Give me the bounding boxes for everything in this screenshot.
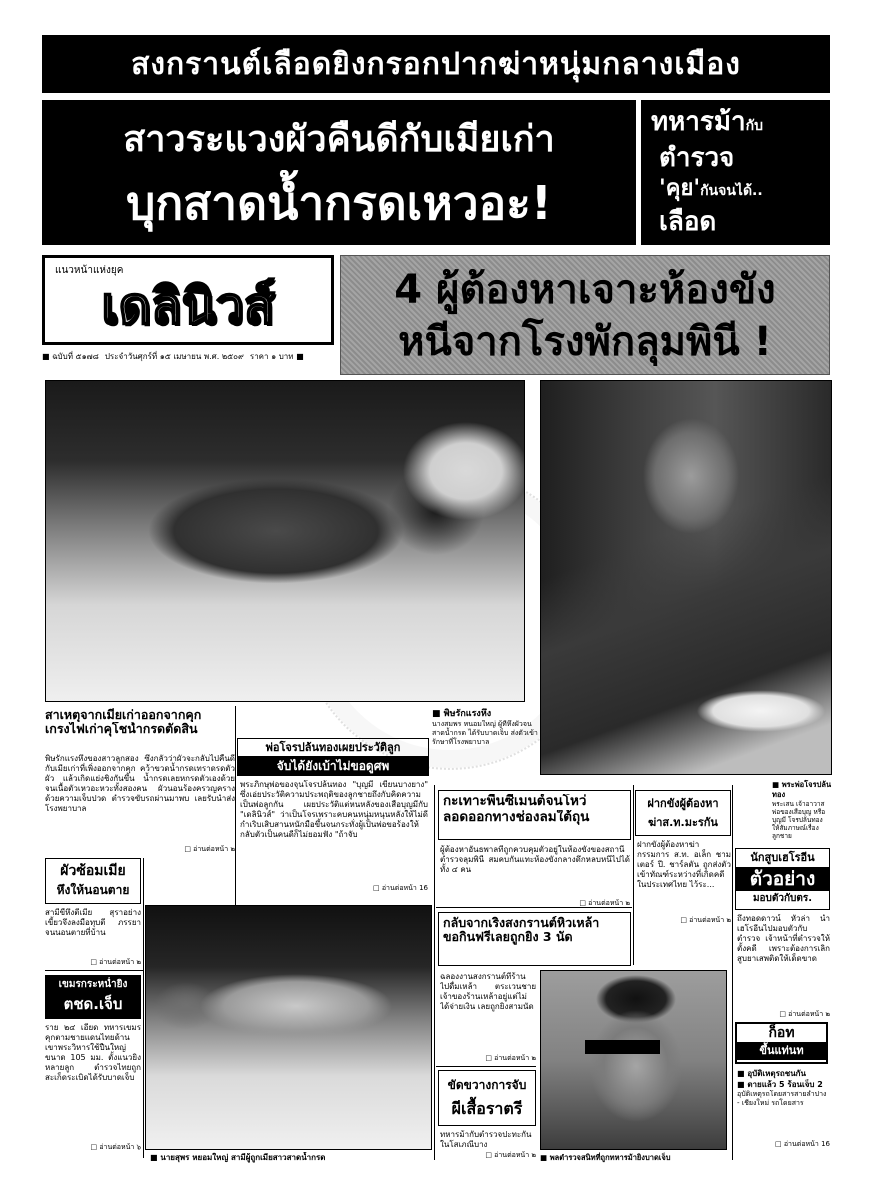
- songkran-story-headline-line2: ขอกินฟรีเลยถูกยิง 3 นัด: [443, 930, 573, 945]
- father-story-headline-line2: จับได้ยังเบ้าไม่ขอดูศพ: [237, 756, 429, 776]
- masthead-logo: เดลินิวส์: [101, 277, 275, 335]
- right-column-boxed-headline: [735, 1022, 828, 1064]
- acid-story-headline-line2: เกรงไฟเก่าคุโชน้ำกรดตัดสิน: [45, 722, 198, 737]
- side-headline-line1: [651, 106, 820, 142]
- brief-item-accident: ■ อุบัติเหตุรถชนกัน: [737, 1069, 806, 1078]
- father-story-jump: □ อ่านต่อหน้า 16: [373, 884, 428, 892]
- briefs-body: อุบัติเหตุรถโดยสารสายลำปาง - เชียงใหม่ รถโดยสาร: [737, 1090, 827, 1107]
- acid-story-body: พิษรักแรงหึงของสาวลูกสอง ซึ่งกลัวว่าผัวจะกลับไปคืนดีกับเมียเก่าที่เพิ่งออกจากคุก คว้าขวดน้ำกรดเทราดรดตัวผัว แล้วเกิดแย่งชิงกันขึ้น น้ำกรดเลยหกรดตัวเองด้วย จนเนื้อตัวเหวอะหวะทั้งสองคน ผัวนอนร้องครวญครางด้วยความเจ็บปวด ตำรวจขับรถผ่านมาพบ เลยรับนำส่งโรงพยาบาล: [45, 754, 235, 813]
- photo-husband-victim: [145, 905, 432, 1150]
- side-headline-quote: 'คุย': [659, 176, 701, 201]
- jailbreak-headline-box: [340, 255, 830, 375]
- side-headline-word: ทหารม้า: [651, 107, 746, 137]
- beating-story-jump: □ อ่านต่อหน้า ๒: [90, 958, 141, 966]
- side-headline-box: [641, 100, 830, 245]
- police-photo-caption: ■ พลตำรวจสนิทที่ถูกทหารม้ายิงบาดเจ็บ: [540, 1153, 671, 1162]
- songkran-story-jump: □ อ่านต่อหน้า ๒: [485, 1054, 536, 1062]
- issue-line: [42, 350, 334, 364]
- monk-caption: [772, 780, 832, 850]
- issue-price: ราคา ๑ บาท ■: [249, 352, 304, 361]
- obstruct-story-headline-line1: ขัดขวางการจับ: [447, 1078, 527, 1092]
- column-rule: [633, 785, 634, 965]
- remand-story-headline-line2: ฆ่าส.ท.มะรกัน: [648, 816, 718, 829]
- column-rule: [143, 858, 144, 1158]
- khmer-story-body: ราย ๒๔ เอียด ทหารเขมรคุกตามชายแดนไทยด้านเขาพระวิหารใช้ปืนใหญ่ขนาด 105 มม. ตั้งแนวยิงหลายลูก ตำรวจไทยถูกสะเก็ดระเบิดได้รับบาดเจ็บ: [45, 1023, 141, 1082]
- column-rule: [732, 785, 733, 1160]
- jailbreak-headline-line2: หนีจากโรงพักลุมพินี !: [398, 319, 772, 365]
- small-caption-body: นางสมพร หนอมใหญ่ ผู้ที่หึงผัวจนสาดน้ำกรด ได้รับบาดเจ็บ ส่งตัวเข้ารักษาที่โรงพยาบาล: [432, 720, 538, 746]
- escape-story-jump: □ อ่านต่อหน้า ๒: [579, 899, 630, 907]
- lead-headline-box: [42, 100, 636, 245]
- section-rule: [436, 1066, 536, 1067]
- briefs-jump: □ อ่านต่อหน้า 16: [775, 1140, 830, 1148]
- khmer-story-jump: □ อ่านต่อหน้า ๖: [90, 1143, 141, 1151]
- boxed-headline-line2: ขึ้นแท่นท: [737, 1042, 826, 1060]
- eye-censor-bar: [585, 1040, 660, 1054]
- victim-photo-caption: ■ นายสุพร หยอมใหญ่ สามีผู้ถูกเมียสาวสาดน้ำกรด: [150, 1153, 326, 1162]
- masthead: [42, 255, 334, 345]
- photo-monk-eating: [540, 380, 832, 775]
- photo-injured-policeman: [540, 970, 727, 1150]
- obstruct-story-headline-line2: ผีเสื้อราตรี: [451, 1099, 523, 1118]
- remand-story-body: ฝากขังผู้ต้องหาฆ่ากรรมการ ส.ท. อเล็ก ชามเตอร์ ปี. ชาร์ลตัน ถูกส่งตัวเข้าทัณฑ์ระหว่างที่เกิดคดีในประเทศไทย ไว้ระ...: [637, 840, 731, 889]
- side-headline-line3-text: กันจนได้..: [700, 183, 763, 199]
- side-headline-line3: [651, 174, 820, 206]
- issue-date: ประจำวันศุกร์ที่ ๑๕ เมษายน พ.ศ. ๒๕๐๙: [104, 352, 244, 361]
- songkran-story-body: ฉลองงานสงกรานต์ที่ร้าน ไปดื่มเหล้า ตระเวนชาย เจ้าของร้านเหล้าอยู่แต่ไม่ได้จ่ายเงิน เลยถูกยิงสามนัด: [440, 972, 536, 1011]
- section-rule: [45, 970, 143, 971]
- heroin-story-headline: [735, 848, 830, 910]
- top-banner-headline: สงกรานต์เลือดยิงกรอกปากฆ่าหนุ่มกลางเมือง: [42, 35, 830, 93]
- beating-story-headline-line2: หึงให้นอนตาย: [56, 883, 130, 897]
- khmer-story-headline-line2: ตชด.เจ็บ: [63, 995, 123, 1013]
- issue-number: ■ ฉบับที่ ๕๑๗๘: [42, 352, 99, 361]
- news-briefs: [737, 1068, 830, 1160]
- lead-headline-line2: บุกสาดน้ำกรดเหวอะ!: [126, 176, 552, 230]
- escape-story-body: ผู้ต้องหาอันธพาลที่ถูกควบคุมตัวอยู่ในห้องขังของสถานีตำรวจลุมพินี สมคบกันแทะห้องขังกลางดึกหลบหนีไปได้ทั้ง ๔ คน: [440, 845, 630, 874]
- small-caption-title: ■ พิษรักแรงหึง: [432, 709, 492, 719]
- remand-story-jump: □ อ่านต่อหน้า ๒: [680, 916, 731, 924]
- escape-story-headline: [438, 790, 631, 840]
- songkran-story-headline-line1: กลับจากเริงสงกรานต์หิวเหล้า: [443, 916, 600, 930]
- obstruct-story-jump: □ อ่านต่อหน้า ๒: [485, 1151, 536, 1159]
- songkran-story-headline: [438, 912, 631, 966]
- side-headline-line4: เลือด: [659, 207, 717, 237]
- small-caption-block: [432, 708, 540, 784]
- khmer-story-headline: [45, 975, 141, 1019]
- boxed-headline-line1: ก็อท: [768, 1025, 795, 1041]
- heroin-story-headline-line3: มอบตัวกับตร.: [752, 893, 813, 904]
- khmer-story-headline-line1: เขมรกระหน่ำยิง: [58, 979, 128, 990]
- monk-caption-title: ■ พระพ่อโจรปล้นทอง: [772, 780, 832, 799]
- father-story-headline-line1: พ่อโจรปล้นทองเผยประวัติลูก: [237, 738, 429, 756]
- acid-story-jump: □ อ่านต่อหน้า ๒: [184, 845, 235, 853]
- column-rule: [434, 785, 435, 1160]
- acid-story-headline: [45, 708, 233, 752]
- acid-story-headline-line1: สาเหตุจากเมียเก่าออกจากคุก: [45, 708, 202, 722]
- escape-story-headline-line1: กะเทาะพื้นซีเมนต์จนโหว่: [443, 794, 587, 809]
- escape-story-headline-line2: ลอดออกทางช่องลมใต้ถุน: [443, 809, 590, 825]
- obstruct-story-headline: [438, 1070, 536, 1126]
- jailbreak-headline-line1: 4 ผู้ต้องหาเจาะห้องขัง: [394, 267, 776, 313]
- heroin-story-headline-line1: นักสูบเฮโรอีน: [750, 851, 815, 864]
- heroin-story-body: ถึงทอดดาวน์ หัวล่า นำเฮโรอีนไปมอบตัวกับตำรวจ เจ้าหน้าที่ตำรวจให้ตั้งคดี เพราะต้องการเลิกสูบยาเสพติดให้เด็ดขาด: [737, 914, 830, 963]
- brief-item-deaths: ■ ตายแล้ว 5 ร้อนเจ็บ 2: [737, 1080, 823, 1089]
- beating-story-headline-line1: ผัวซ้อมเมีย: [60, 863, 126, 879]
- obstruct-story-body: ทหารม้ากับตำรวจปะทะกันในโสเภณีบาง: [440, 1130, 532, 1149]
- remand-story-headline: [635, 790, 731, 836]
- remand-story-headline-line1: ฝากขังผู้ต้องหา: [647, 797, 719, 810]
- lead-headline-line1: สาวระแวงผัวคืนดีกับเมียเก่า: [123, 119, 555, 160]
- side-headline-small: กับ: [745, 118, 763, 134]
- beating-story-headline: [45, 858, 141, 904]
- heroin-story-jump: □ อ่านต่อหน้า ๒: [779, 1010, 830, 1018]
- monk-caption-body: พระเสน เจ้าอาวาส พ่อของเสือบุญ หรือบุญมี โจรปล้นทอง ให้สัมภาษณ์เรื่องลูกชาย: [772, 800, 826, 840]
- masthead-tagline: แนวหน้าแห่งยุค: [55, 265, 124, 276]
- column-rule: [235, 706, 236, 906]
- father-story-body: พระภิกษุพ่อของจุนโจรปล้นทอง "บุญมี เขียนบางยาง" ซึ่งเอ่ยประวัติความประพฤติของลูกชายถึงกับคิดความเป็นพ่อลูกกัน เผยประวัติแต่หนหลังของเสือบุญมีกับ "เดลินิวส์" ว่าเป็นโจรเพราะคบคนหนุ่มหนุนหลังให้ไม่ดี กำเริบเสิบสานหนักมือขึ้นจนกระทั่งผู้เป็นพ่อขอร้องให้กลับตัวเป็นคนดีก็ไม่ยอมฟัง "ถ้าจับ: [240, 780, 428, 839]
- side-headline-line2: ตำรวจ: [659, 143, 735, 173]
- heroin-story-headline-line2: ตัวอย่าง: [736, 867, 829, 891]
- photo-acid-victim-bed: [45, 380, 525, 702]
- beating-story-body: สามีขี้หึงตีเมีย สุราอย่างเขี้ยวจึงลงมือทุบตี ภรรยาจนนอนตายที่บ้าน: [45, 908, 141, 937]
